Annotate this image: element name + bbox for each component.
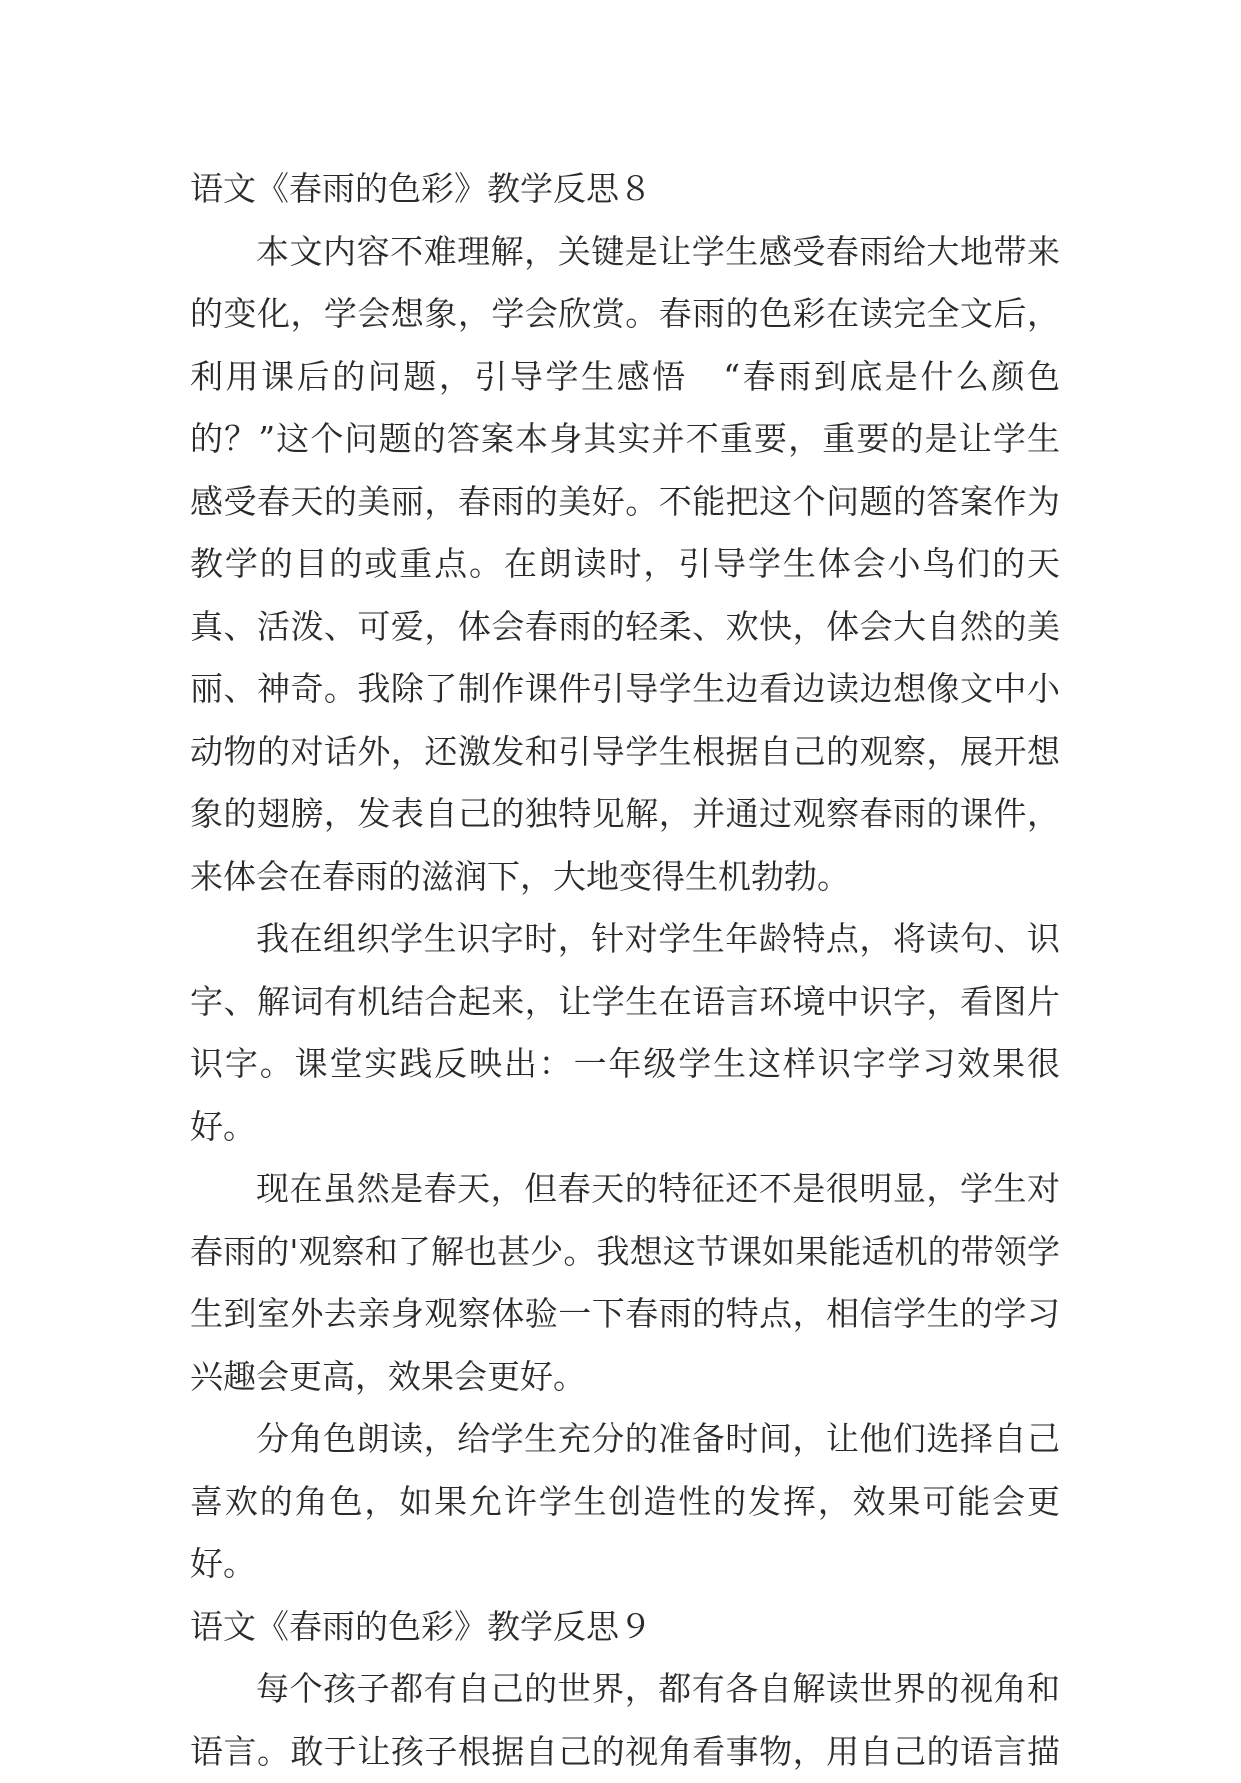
section-heading: 语文《春雨的色彩》教学反思９ [190,1606,652,1646]
section-heading: 语文《春雨的色彩》教学反思８ [190,169,652,208]
paragraph: 我在组织学生识字时，针对学生年龄特点，将读句、识字、解词有机结合起来，让学生在语言环境中识字，看图片识字。课堂实践反映出：一年级学生这样识字学习效果很好。 [190,919,1060,1146]
paragraph: 现在虽然是春天，但春天的特征还不是很明显，学生对春雨的'观察和了解也甚少。我想这节课如果能适机的带领学生到室外去亲身观察体验一下春雨的特点，相信学生的学习兴趣会更高，效果会更好。 [190,1169,1060,1396]
paragraph: 本文内容不难理解，关键是让学生感受春雨给大地带来的变化，学会想象，学会欣赏。春雨的色彩在读完全文后，利用课后的问题，引导学生感悟 “春雨到底是什么颜色的？”这个问题的答案本身其实并不重要，重要的是让学生感受春天的美丽，春雨的美好。不能把这个问题的答案作为教学的目的或重点。在朗读时，引导学生体会小鸟们的天真、活泼、可爱，体会春雨的轻柔、欢快，体会大自然的美丽、神奇。我除了制作课件引导学生边看边读边想像文中小动物的对话外，还激发和引导学生根据自己的观察，展开想象的翅膀，发表自己的独特见解，并通过观察春雨的课件，来体会在春雨的滋润下，大地变得生机勃勃。 [190,231,1060,896]
document-body [190,158,1060,1783]
paragraph: 分角色朗读，给学生充分的准备时间，让他们选择自己喜欢的角色，如果允许学生创造性的发挥，效果可能会更好。 [190,1419,1060,1583]
paragraph: 每个孩子都有自己的世界，都有各自解读世界的视角和语言。敢于让孩子根据自己的视角看事物，用自己的语言描 [190,1669,1060,1771]
